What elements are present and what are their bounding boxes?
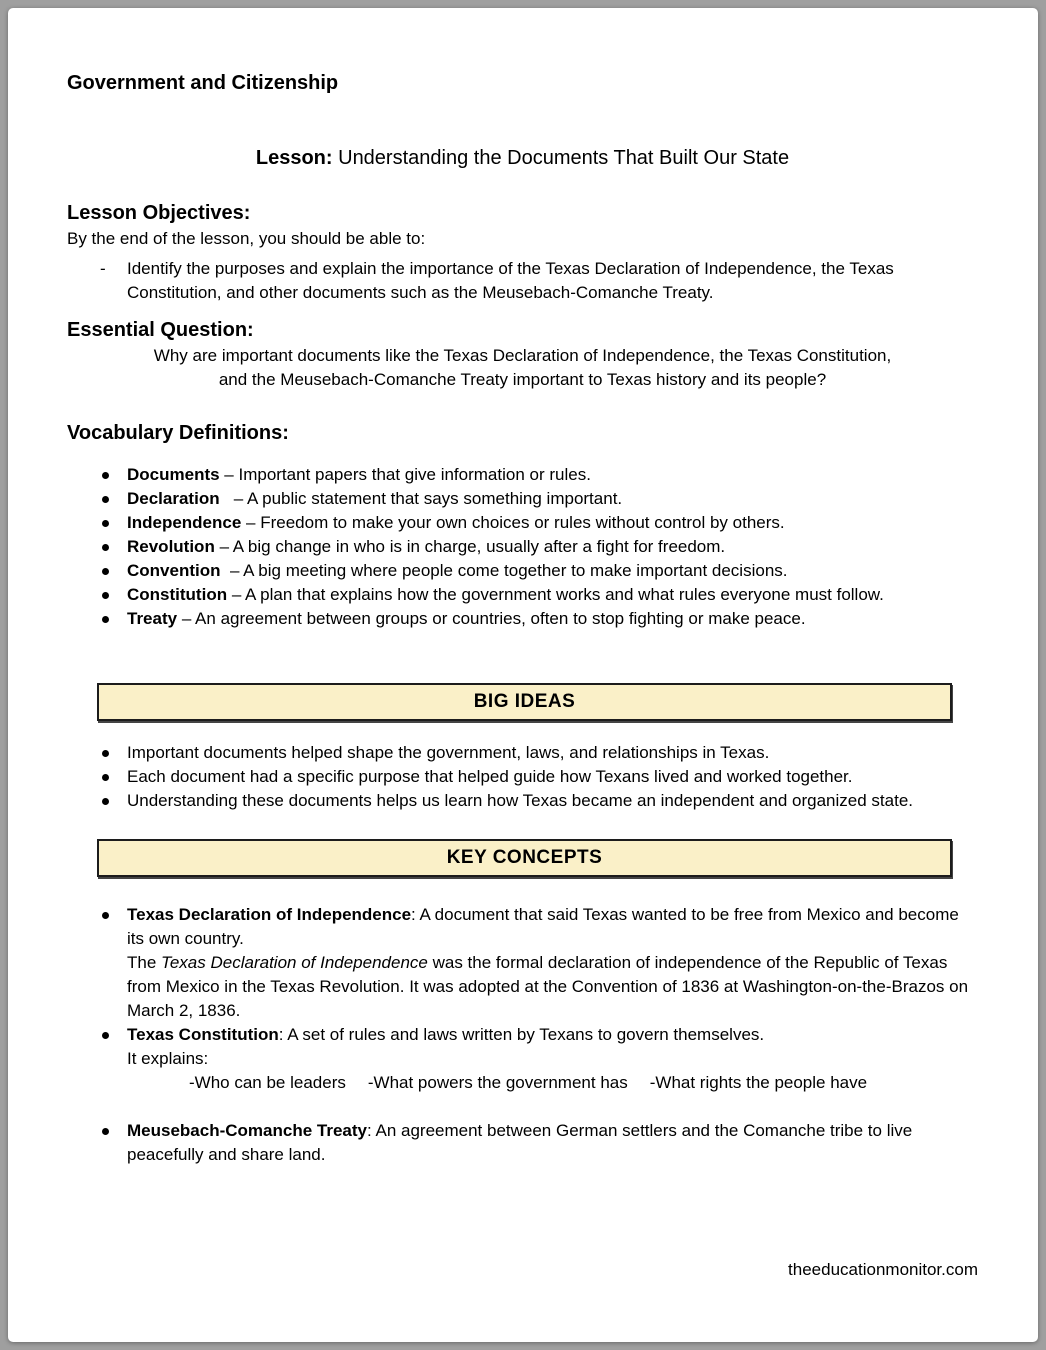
essential-question-line: and the Meusebach-Comanche Treaty important to Texas history and its people? bbox=[218, 370, 827, 389]
document-page bbox=[8, 8, 1038, 1342]
key-concept-definition: : A set of rules and laws written by Texans to govern themselves. bbox=[278, 1025, 765, 1044]
constitution-points-row bbox=[189, 1071, 978, 1095]
vocab-definition: – A public statement that says something important. bbox=[219, 489, 623, 508]
vocab-item bbox=[67, 607, 978, 631]
detail-italic-title: Texas Declaration of Independence bbox=[161, 953, 428, 972]
vocab-definition: – A big meeting where people come together to make important decisions. bbox=[220, 561, 788, 580]
vocab-term: Constitution bbox=[127, 585, 228, 604]
vocab-item bbox=[67, 535, 978, 559]
vocab-term: Convention bbox=[127, 561, 221, 580]
detail-prefix: The bbox=[127, 953, 162, 972]
big-idea-item: Important documents helped shape the government, laws, and relationships in Texas. bbox=[67, 741, 978, 765]
detail-rest: was the formal declaration of independence of the Republic of Texas from Mexico in the Texas Revolution. It was adopted at the Convention of 1836 at Washington-on-the-Brazos on March 2, 1836. bbox=[127, 953, 973, 1020]
vocab-item bbox=[67, 559, 978, 583]
big-idea-item: Each document had a specific purpose that helped guide how Texans lived and worked together. bbox=[67, 765, 978, 789]
essential-question-line: Why are important documents like the Texas Declaration of Independence, the Texas Constitution, bbox=[153, 346, 892, 365]
document-header-title: Government and Citizenship bbox=[67, 72, 339, 94]
lesson-title-text: Understanding the Documents That Built Our State bbox=[332, 147, 790, 169]
vocabulary-heading: Vocabulary Definitions: bbox=[67, 422, 289, 444]
vocab-term: Revolution bbox=[127, 537, 215, 556]
dash-bullet: - bbox=[100, 259, 106, 278]
lesson-label: Lesson: bbox=[255, 147, 333, 169]
key-concept-term: Meusebach-Comanche Treaty bbox=[127, 1121, 367, 1140]
constitution-point: -Who can be leaders bbox=[189, 1073, 346, 1092]
big-ideas-list bbox=[67, 741, 978, 813]
vocab-term: Declaration bbox=[127, 489, 220, 508]
vocab-definition: – A big change in who is in charge, usually after a fight for freedom. bbox=[214, 537, 726, 556]
essential-question-text bbox=[67, 344, 978, 392]
vocab-item bbox=[67, 487, 978, 511]
footer-website: theeducationmonitor.com bbox=[788, 1260, 978, 1279]
objective-item bbox=[67, 257, 978, 305]
vocab-definition: – Important papers that give information or rules. bbox=[219, 465, 591, 484]
vocab-term: Treaty bbox=[127, 609, 178, 628]
key-concept-item-declaration bbox=[67, 903, 978, 1023]
vocab-term: Documents bbox=[127, 465, 220, 484]
key-concept-term: Texas Declaration of Independence bbox=[127, 905, 412, 924]
vocab-definition: – An agreement between groups or countries, often to stop fighting or make peace. bbox=[177, 609, 806, 628]
essential-question-heading: Essential Question: bbox=[67, 319, 254, 341]
key-concept-detail bbox=[127, 951, 978, 1023]
key-concepts-list bbox=[67, 903, 978, 1167]
lesson-title bbox=[67, 147, 978, 170]
vocab-item bbox=[67, 511, 978, 535]
vocab-term: Independence bbox=[127, 513, 242, 532]
big-idea-item: Understanding these documents helps us learn how Texas became an independent and organized state. bbox=[67, 789, 978, 813]
key-concept-term: Texas Constitution bbox=[127, 1025, 279, 1044]
key-concept-definition: : An agreement between German settlers and the Comanche tribe to live peacefully and share land. bbox=[127, 1121, 917, 1164]
vocab-item bbox=[67, 463, 978, 487]
key-concepts-banner: KEY CONCEPTS bbox=[97, 839, 952, 877]
key-concept-item-treaty bbox=[67, 1119, 978, 1167]
objectives-heading: Lesson Objectives: bbox=[67, 202, 251, 224]
key-concept-line2: It explains: bbox=[127, 1049, 209, 1068]
constitution-point: -What powers the government has bbox=[367, 1073, 628, 1092]
vocab-definition: – A plan that explains how the government works and what rules everyone must follow. bbox=[227, 585, 884, 604]
key-concept-definition: : A document that said Texas wanted to be free from Mexico and become its own country. bbox=[127, 905, 964, 948]
vocab-item bbox=[67, 583, 978, 607]
objectives-intro: By the end of the lesson, you should be able to: bbox=[67, 229, 426, 248]
objective-text: Identify the purposes and explain the importance of the Texas Declaration of Independence, the Texas Constitution, and other documents such as the Meusebach-Comanche Treaty. bbox=[127, 259, 894, 302]
constitution-point: -What rights the people have bbox=[649, 1073, 868, 1092]
big-ideas-banner: BIG IDEAS bbox=[97, 683, 952, 721]
vocabulary-list bbox=[67, 463, 978, 631]
vocab-definition: – Freedom to make your own choices or rules without control by others. bbox=[241, 513, 785, 532]
key-concept-item-constitution bbox=[67, 1023, 978, 1095]
